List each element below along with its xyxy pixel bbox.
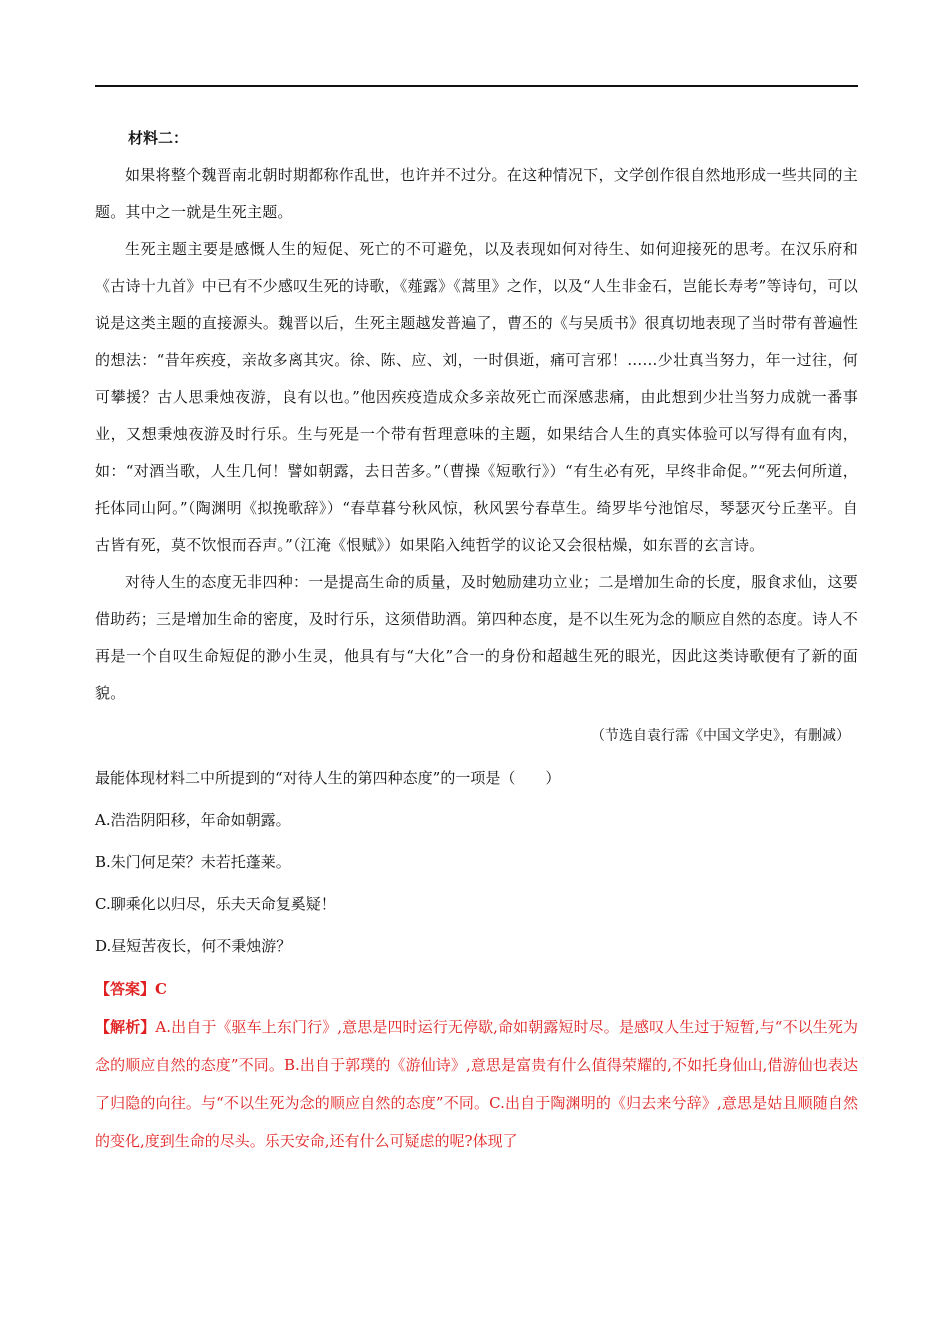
- option-b[interactable]: B.朱门何足荣？未若托蓬莱。: [95, 853, 291, 871]
- material-heading: 材料二：: [128, 129, 189, 147]
- source-citation: （节选自袁行霈《中国文学史》，有删减）: [591, 728, 850, 744]
- material-text: [95, 157, 858, 712]
- answer-line: [95, 971, 858, 1008]
- paragraph-3: 对待人生的态度无非四种：一是提高生命的质量，及时勉励建功立业；二是增加生命的长度，服食求仙，这要借助药；三是增加生命的密度，及时行乐，这须借助酒。第四种态度，是不以生死为念的顺应自然的态度。诗人不再是一个自叹生命短促的渺小生灵，他具有与“大化”合一的身份和超越生死的眼光，因此这类诗歌便有了新的面貌。: [95, 573, 858, 702]
- analysis-block: [95, 1008, 858, 1160]
- paragraph-1: 如果将整个魏晋南北朝时期都称作乱世，也许并不过分。在这种情况下，文学创作很自然地形成一些共同的主题。其中之一就是生死主题。: [95, 166, 858, 221]
- header-rule: [95, 85, 858, 87]
- document-body: [95, 120, 858, 1160]
- option-c[interactable]: C.聊乘化以归尽，乐夫天命复奚疑！: [95, 895, 336, 913]
- option-a[interactable]: A.浩浩阴阳移，年命如朝露。: [95, 811, 291, 829]
- answer-value: C: [155, 980, 167, 998]
- option-d[interactable]: D.昼短苦夜长，何不秉烛游？: [95, 937, 292, 955]
- analysis-label: 【解析】: [95, 1018, 156, 1036]
- question-stem: 最能体现材料二中所提到的“对待人生的第四种态度”的一项是（ ）: [95, 769, 561, 787]
- analysis-text: A.出自于《驱车上东门行》,意思是四时运行无停歇,命如朝露短时尽。是感叹人生过于短暂,与“不以生死为念的顺应自然的态度”不同。B.出自于郭璞的《游仙诗》,意思是富贵有什么值得荣耀的,不如托身仙山,借游仙也表达了归隐的向往。与“不以生死为念的顺应自然的态度”不同。C.出自于陶渊明的《归去来兮辞》,意思是姑且顺随自然的变化,度到生命的尽头。乐天安命,还有什么可疑虑的呢?体现了: [95, 1018, 858, 1150]
- paragraph-2: 生死主题主要是感慨人生的短促、死亡的不可避免，以及表现如何对待生、如何迎接死的思考。在汉乐府和《古诗十九首》中已有不少感叹生死的诗歌，《薤露》《蒿里》之作，以及“人生非金石，岂能长寿考”等诗句，可以说是这类主题的直接源头。魏晋以后，生死主题越发普遍了，曹丕的《与吴质书》很真切地表现了当时带有普遍性的想法：“昔年疾疫，亲故多离其灾。徐、陈、应、刘，一时俱逝，痛可言邪！……少壮真当努力，年一过往，何可攀援？古人思秉烛夜游，良有以也。”他因疾疫造成众多亲故死亡而深感悲痛，由此想到少壮当努力成就一番事业，又想秉烛夜游及时行乐。生与死是一个带有哲理意味的主题，如果结合人生的真实体验可以写得有血有肉，如：“对酒当歌，人生几何！譬如朝露，去日苦多。”（曹操《短歌行》）“有生必有死，早终非命促。”“死去何所道，托体同山阿。”（陶渊明《拟挽歌辞》）“春草暮兮秋风惊，秋风罢兮春草生。绮罗毕兮池馆尽，琴瑟灭兮丘垄平。自古皆有死，莫不饮恨而吞声。”（江淹《恨赋》）如果陷入纯哲学的议论又会很枯燥，如东晋的玄言诗。: [95, 240, 858, 554]
- answer-label: 【答案】: [95, 980, 156, 998]
